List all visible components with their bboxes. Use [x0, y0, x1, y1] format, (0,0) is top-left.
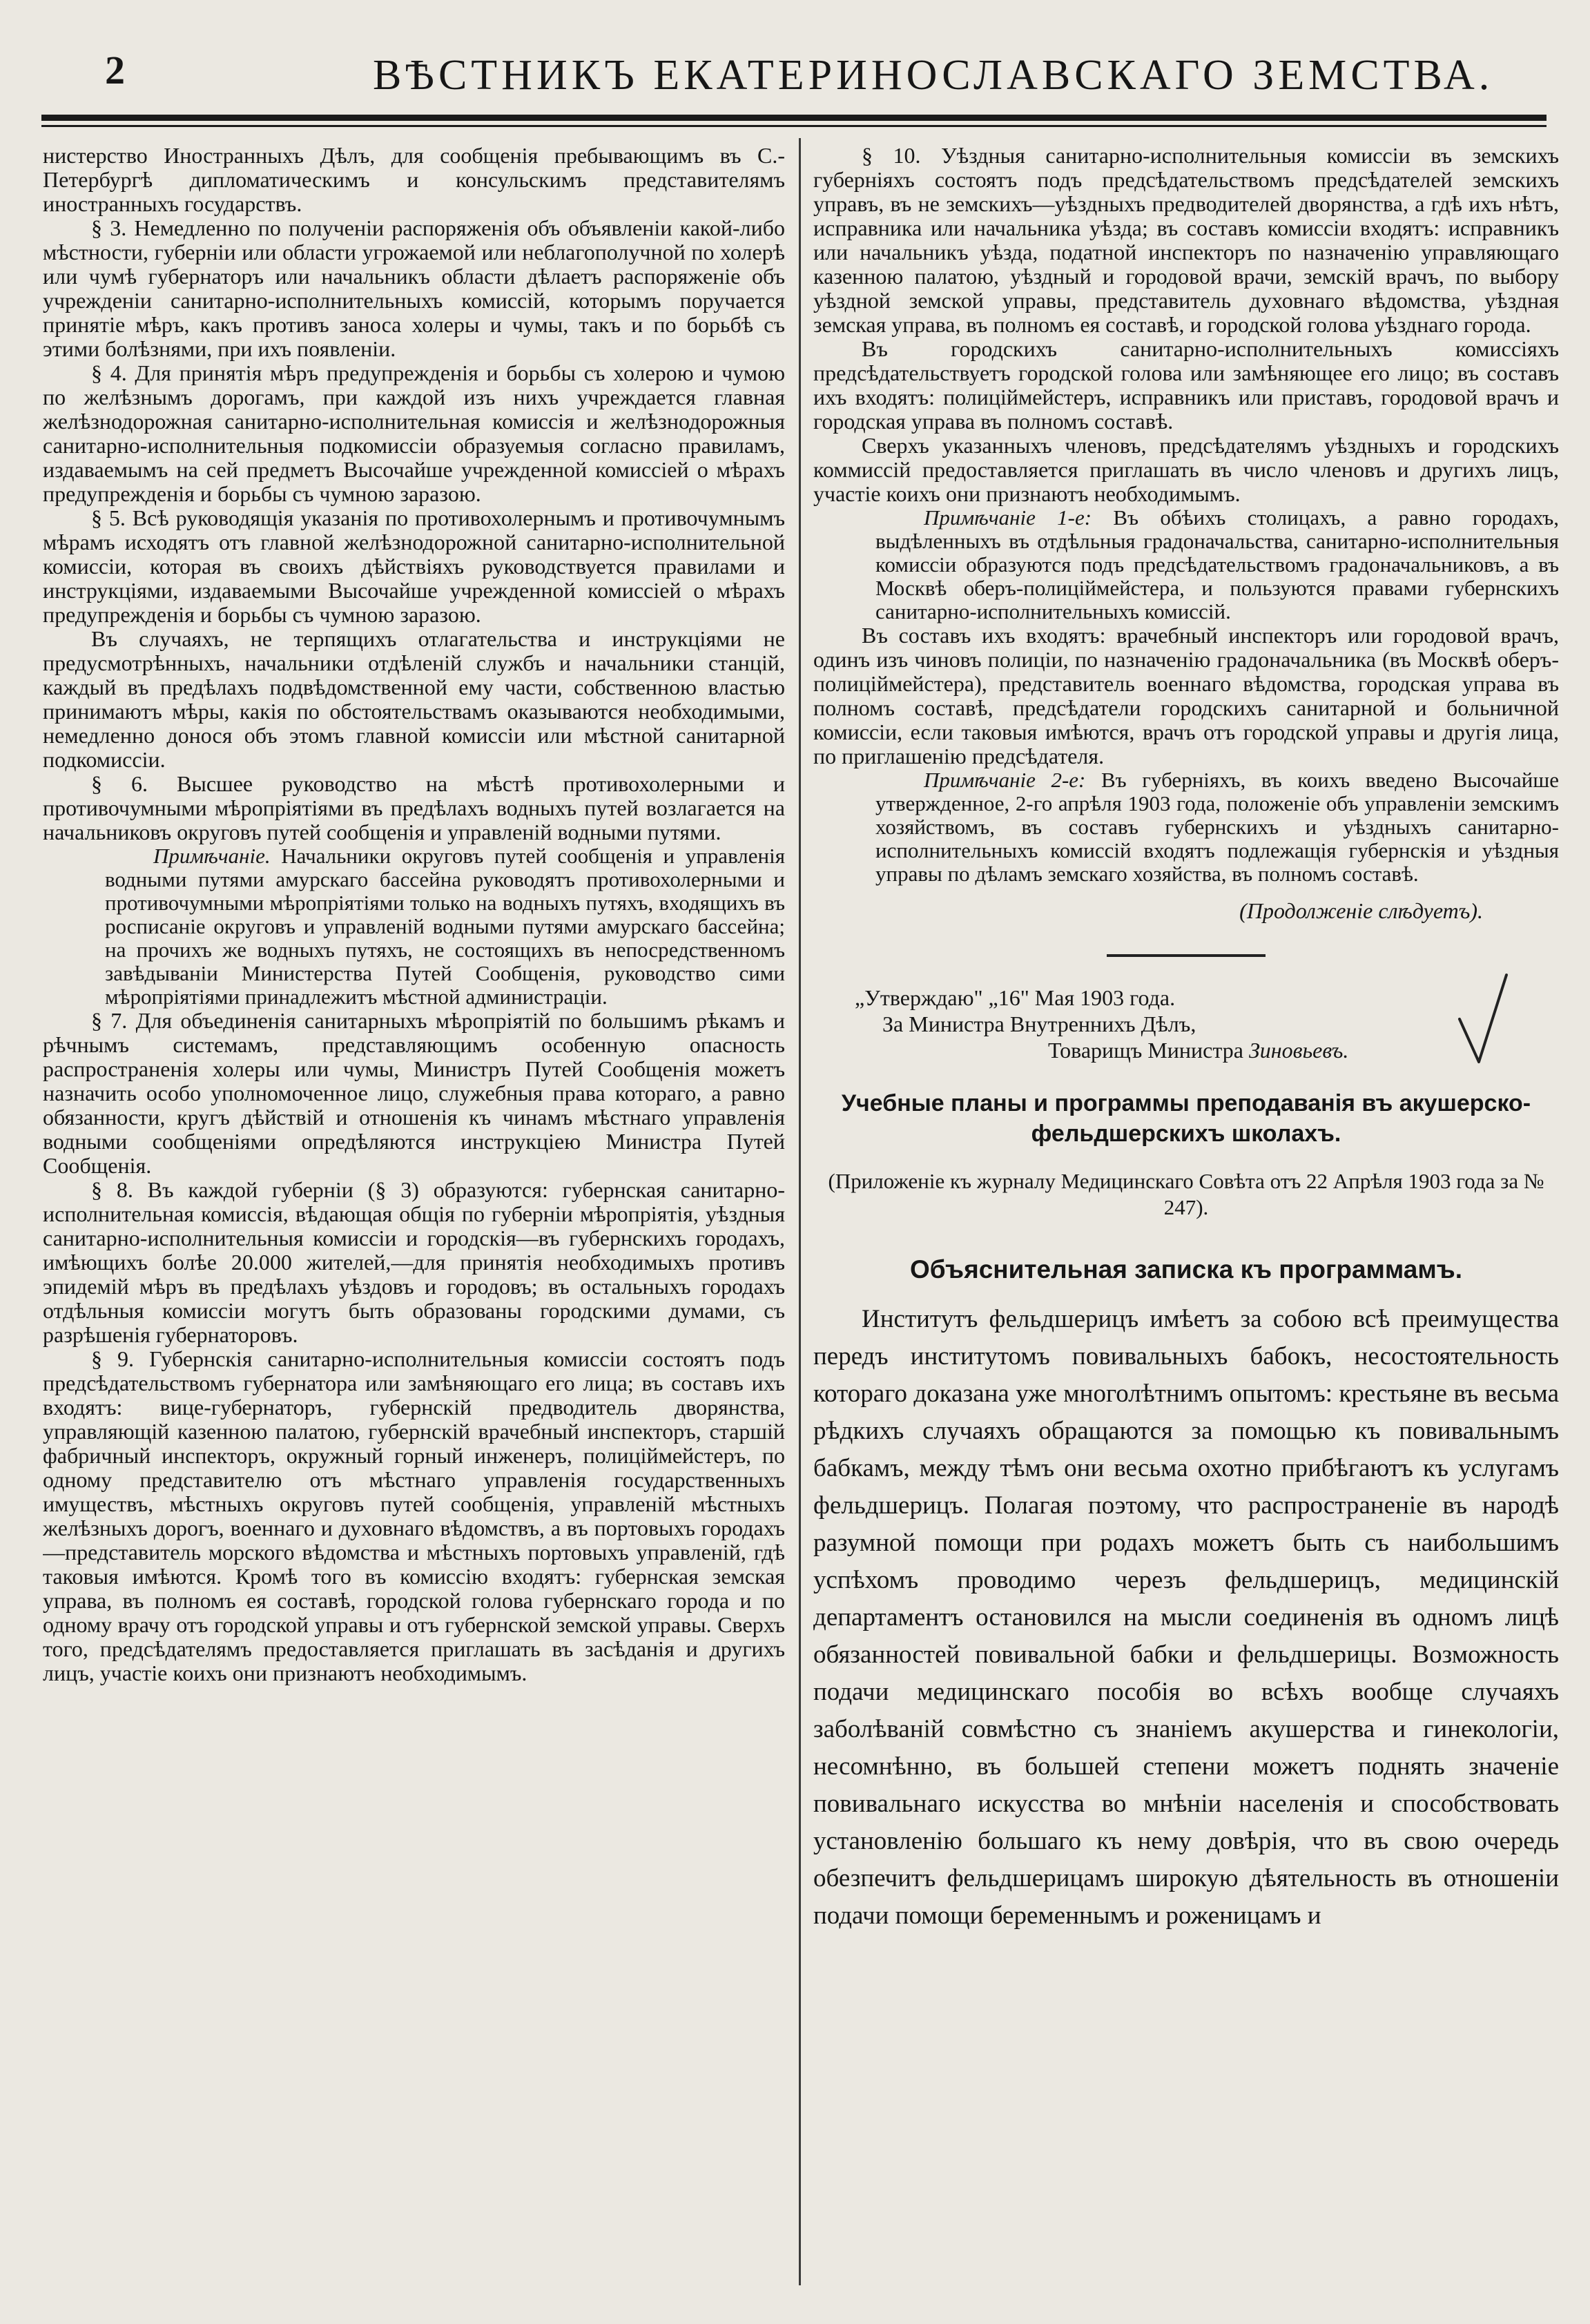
note-2	[875, 768, 1559, 886]
paragraph: нистерство Иностранныхъ Дѣлъ, для сообщенія пребывающимъ въ С.-Петербургѣ дипломатическимъ и консульскимъ представителямъ иностранныхъ государствъ.	[43, 144, 785, 216]
paragraph-section-8: § 8. Въ каждой губерніи (§ 3) образуются: губернская санитарно-исполнительная комиссія, вѣдающая общія по губерніи мѣропріятія, уѣздныя санитарно-исполнительныя комиссіи и городскія—въ губернскихъ городахъ, имѣющихъ болѣе 20.000 жителей,—для принятія необходимыхъ противъ эпидемій мѣръ въ предѣлахъ уѣздовъ и городовъ; въ остальныхъ городахъ отдѣльныя комиссіи могутъ быть образованы городскими думами, съ разрѣшенія губернаторовъ.	[43, 1177, 785, 1347]
main-paragraph: Институтъ фельдшерицъ имѣетъ за собою всѣ преимущества передъ институтомъ повивальныхъ бабокъ, несостоятельность котораго доказана уже многолѣтнимъ опытомъ: крестьяне въ весьма рѣдкихъ случаяхъ обращаются за помощью къ повивальнымъ бабкамъ, между тѣмъ они весьма охотно прибѣгаютъ къ услугамъ фельдшерицъ. Полагая поэтому, что распространеніе въ народѣ разумной помощи при родахъ можетъ быть съ наибольшимъ успѣхомъ проводимо черезъ фельдшерицъ, медицинскій департаментъ остановился на мысли соединенія въ одномъ лицѣ обязанностей повивальной бабки и фельдшерицы. Возможность подачи медицинскаго пособія во всѣхъ вообще случаяхъ заболѣваній совмѣстно съ знаніемъ акушерства и гинекологіи, несомнѣнно, въ большей степени можетъ поднять значеніе повивальнаго искусства во мнѣніи населенія и способствовать установленію большаго къ нему довѣрія, что въ свою очередь обезпечитъ фельдшерицамъ широкую дѣятельность въ отношеніи подачи помощи беременнымъ и роженицамъ и	[813, 1305, 1559, 1930]
separator-line	[1107, 954, 1266, 957]
note-text: Начальники округовъ путей сообщенія и управленія водными путями амурскаго бассейна руководятъ противохолерными и противочумными мѣропріятіями только на водныхъ путяхъ, входящихъ въ росписаніе округовъ и управленій водными путями амурскаго бассейна; на прочихъ же водныхъ путяхъ, не состоящихъ въ непосредственномъ завѣдываніи Министерства Путей Сообщенія, руководство сими мѣропріятіями принадлежитъ мѣстной администраціи.	[105, 844, 785, 1009]
note-label: Примѣчаніе.	[153, 844, 271, 868]
note-text: Въ губерніяхъ, въ коихъ введено Высочайше утвержденное, 2-го апрѣля 1903 года, положеніе объ управленіи земскимъ хозяйствомъ, въ составъ губернскихъ и уѣздныхъ санитарно-исполнительныхъ комиссій входятъ подлежащія губернскія и уѣздныя управы по дѣламъ земскаго хозяйства, въ полномъ составѣ.	[875, 768, 1559, 886]
signatory-title: Товарищъ Министра	[1048, 1038, 1243, 1063]
page-number: 2	[105, 48, 125, 93]
right-column	[813, 144, 1559, 2291]
note	[105, 844, 785, 1009]
header-rule-thin	[41, 125, 1547, 127]
page-header	[41, 41, 1560, 124]
paragraph: Въ городскихъ санитарно-исполнительныхъ комиссіяхъ предсѣдательствуетъ городской голова или замѣняющее его лицо; въ составъ ихъ входятъ: полиціймейстеръ, исправникъ или приставъ, городовой врачъ и городская управа въ полномъ составѣ.	[813, 336, 1559, 434]
note-label: Примѣчаніе 1-е:	[924, 505, 1092, 530]
approval-date: „Утверждаю" „16" Мая 1903 года.	[855, 985, 1176, 1010]
paragraph-section-9: § 9. Губернскія санитарно-исполнительныя комиссіи состоятъ подъ предсѣдательствомъ губернатора или замѣняющаго его лица; въ составъ ихъ входятъ: вице-губернаторъ, губернскій предводитель дворянства, управляющій казенною палатою, губернскій врачебный инспекторъ, старшій фабричный инспекторъ, окружный горный инженеръ, полиціймейстеръ, по одному представителю отъ мѣстнаго управленія государственныхъ имуществъ, мѣстныхъ округовъ путей сообщенія, управленій мѣстныхъ желѣзныхъ дорогъ, военнаго и духовнаго вѣдомствъ, а въ портовыхъ городахъ—представитель морского вѣдомства и мѣстныхъ портовыхъ управленій, гдѣ таковыя имѣются. Кромѣ того въ комиссію входятъ: губернская земская управа, въ полномъ ея составѣ, городской голова губернскаго города и по одному врачу отъ городской управы и отъ губернской земской управы. Сверхъ того, предсѣдателямъ предоставляется приглашать въ засѣданія и другихъ лицъ, участіе коихъ они признаютъ необходимымъ.	[43, 1346, 785, 1685]
approval-signatory	[855, 1037, 1559, 1063]
handwritten-check-mark	[1455, 971, 1511, 1067]
approval-for-minister: За Министра Внутреннихъ Дѣлъ,	[882, 1011, 1196, 1036]
paragraph-section-5: § 5. Всѣ руководящія указанія по противохолернымъ и противочумнымъ мѣрамъ исходятъ отъ главной желѣзнодорожной санитарно-исполнительной комиссіи, которая въ своихъ дѣйствіяхъ руководствуется правилами и инструкціями, издаваемыми Высочайше учрежденной комиссіей о мѣрахъ предупрежденія и борьбы съ чумною заразою.	[43, 505, 785, 627]
paragraph-section-4: § 4. Для принятія мѣръ предупрежденія и борьбы съ холерою и чумою по желѣзнымъ дорогамъ, при каждой изъ нихъ учреждается главная желѣзнодорожная санитарно-исполнительная комиссія и желѣзнодорожныя санитарно-исполнительныя подкомиссіи образуемыя согласно правиламъ, издаваемымъ на сей предметъ Высочайше учрежденной комиссіей о мѣрахъ предупрежденія и борьбы съ чумною заразою.	[43, 360, 785, 506]
paragraph-section-7: § 7. Для объединенія санитарныхъ мѣропріятій по большимъ рѣкамъ и рѣчнымъ системамъ, представляющимъ особенную опасность распространенія холеры или чумы, Министръ Путей Сообщенія можетъ назначить особо уполномоченное лицо, служебныя права котораго, а равно обязанности, кругъ дѣйствій и отношенія къ чинамъ мѣстнаго управленія водными сообщеніями опредѣляются инструкціею Министра Путей Сообщенія.	[43, 1008, 785, 1178]
continued-notice: (Продолженіе слѣдуетъ).	[1239, 898, 1483, 923]
paragraph: Въ составъ ихъ входятъ: врачебный инспекторъ или городовой врачъ, одинъ изъ чиновъ полиціи, по назначенію градоначальника (въ Москвѣ оберъ-полиціймейстера), представитель военнаго вѣдомства, городская управа въ полномъ составѣ, предсѣдатели городскихъ санитарной и больничной комиссіи, если таковыя имѣются, врачъ отъ городской управы и другія лица, по приглашенію предсѣдателя.	[813, 623, 1559, 768]
paragraph: Въ случаяхъ, не терпящихъ отлагательства и инструкціями не предусмотрѣнныхъ, начальники отдѣленій службъ и начальники станцій, каждый въ предѣлахъ подвѣдомственной ему части, собственною властью принимаютъ мѣры, какія по обстоятельствамъ оказываются необходимыми, немедленно донося объ этомъ главной комиссіи или мѣстной санитарной подкомиссіи.	[43, 626, 785, 772]
section-title: Учебные планы и программы преподаванія въ акушерско-фельдшерскихъ школахъ.	[841, 1090, 1531, 1147]
column-divider	[799, 138, 801, 2285]
note-1	[875, 506, 1559, 623]
paragraph: Сверхъ указанныхъ членовъ, предсѣдателямъ уѣздныхъ и городскихъ коммиссій предоставляется приглашать въ число членовъ и другихъ лицъ, участіе коихъ они признаютъ необходимымъ.	[813, 433, 1559, 506]
left-column	[43, 144, 785, 2291]
note-label: Примѣчаніе 2-е:	[924, 768, 1086, 792]
note-text: Въ обѣихъ столицахъ, а равно городахъ, выдѣленныхъ въ отдѣльныя градоначальства, санитарно-исполнительныя комиссіи образуются подъ предсѣдательствомъ градоначальниковъ, а въ Москвѣ оберъ-полиціймейстера, и пользуются правами губернскихъ санитарно-исполнительныхъ комиссій.	[875, 505, 1559, 623]
publication-title: ВѢСТНИКЪ ЕКАТЕРИНОСЛАВСКАГО ЗЕМСТВА.	[373, 52, 1494, 99]
paragraph-section-10: § 10. Уѣздныя санитарно-исполнительныя комиссіи въ земскихъ губерніяхъ состоятъ подъ предсѣдательствомъ предсѣдателей земскихъ управъ, въ не земскихъ—уѣздныхъ предводителей дворянства, а гдѣ ихъ нѣтъ, исправника или начальника уѣзда; въ составъ комиссіи входятъ: исправникъ или начальникъ уѣзда, податной инспекторъ по назначенію управляющаго казенною палатою, уѣздный и городовой врачи, земскій врачъ, по выбору уѣздной земской управы, представитель духовнаго вѣдомства, уѣздная земская управа, въ полномъ ея составѣ, и городской голова уѣзднаго города.	[813, 144, 1559, 337]
approval-block	[855, 985, 1559, 1063]
signatory-name: Зиновьевъ.	[1248, 1038, 1349, 1063]
subsection-title: Объяснительная записка къ программамъ.	[909, 1255, 1463, 1284]
paragraph-section-3: § 3. Немедленно по полученіи распоряженія объ объявленіи какой-либо мѣстности, губерніи или области угрожаемой или неблагополучной по холерѣ или чумѣ губернаторъ или начальникъ области дѣлаетъ распоряженіе объ учрежденіи санитарно-исполнительныхъ комиссій, которымъ поручается принятіе мѣръ, какъ противъ заноса холеры и чумы, такъ и по борьбѣ съ этими болѣзнями, при ихъ появленіи.	[43, 215, 785, 361]
paragraph-section-6: § 6. Высшее руководство на мѣстѣ противохолерными и противочумными мѣропріятіями въ предѣлахъ водныхъ путей возлагается на начальниковъ округовъ путей сообщенія и управленій водными путями.	[43, 771, 785, 844]
appendix-note: (Приложеніе къ журналу Медицинскаго Совѣта отъ 22 Апрѣля 1903 года за № 247).	[828, 1169, 1544, 1219]
header-rule-thick	[41, 115, 1547, 121]
